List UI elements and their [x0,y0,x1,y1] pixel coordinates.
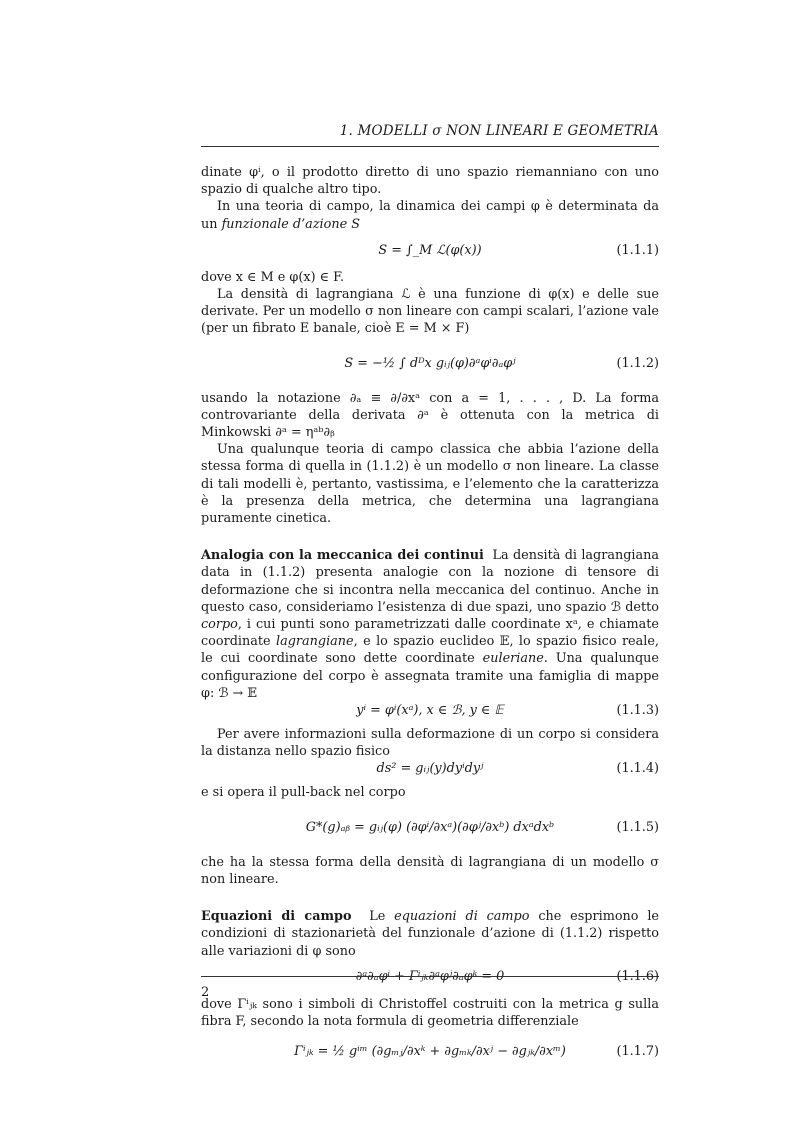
equation-body: S = −½ ∫ dᴰx gᵢⱼ(φ)∂ᵃφⁱ∂ₐφʲ [344,355,516,371]
equation-body: yⁱ = φⁱ(xᵃ), x ∈ ℬ, y ∈ 𝔼 [356,703,504,719]
paragraph: dove Γⁱⱼₖ sono i simboli di Christoffel costruiti con la metrica g sulla fibra F, secondo la nota formula di geometria differenziale [201,996,659,1029]
section-title-equazioni: Equazioni di campo [201,909,352,925]
paragraph: dinate φⁱ, o il prodotto diretto di uno spazio riemanniano con uno spazio di qualche altro tipo. [201,165,659,198]
equation-1-1-4 [201,760,659,780]
paragraph: usando la notazione ∂ₐ ≡ ∂/∂xᵃ con a = 1, . . . , D. La forma controvariante della derivata ∂ᵃ è ottenuta con la metrica di Minkowski ∂ᵃ = ηᵃᵇ∂ᵦ [201,390,659,441]
paragraph: La densità di lagrangiana ℒ è una funzione di φ(x) e delle sue derivate. Per un modello σ non lineare con campi scalari, l’azione vale (per un fibrato E banale, cioè E = M × F) [201,287,659,337]
page-number: 2 [201,985,210,1000]
section-paragraph [201,547,659,702]
equation-body: G*(g)ₐᵦ = gᵢⱼ(φ) (∂φⁱ/∂xᵃ)(∂φʲ/∂xᵇ) dxᵃdxᵇ [305,819,555,835]
text: Le [369,909,395,925]
paragraph: Per avere informazioni sulla deformazione di un corpo si considera la distanza nello spazio fisico [201,727,659,760]
equation-number: (1.1.4) [616,761,659,777]
emphasis: corpo [201,617,238,633]
equation-1-1-3 [201,702,659,722]
text: In una teoria di campo, la dinamica dei campi φ è determinata da un [201,199,659,232]
paragraph: dove x ∈ M e φ(x) ∈ F. [201,269,345,285]
equation-1-1-6 [201,968,659,988]
text: La densità di lagrangiana data in (1.1.2) presenta analogie con la nozione di tensore di deformazione che si incontra nella meccanica del continuo. Anche in questo caso, consideriamo l’esistenza di due spazi, uno spazio ℬ detto [201,548,660,615]
equation-1-1-5 [201,810,659,846]
running-header: 1. MODELLI σ NON LINEARI E GEOMETRIA [339,123,659,139]
paragraph: Una qualunque teoria di campo classica che abbia l’azione della stessa forma di quella in (1.1.2) è un modello σ non lineare. La classe di tali modelli è, pertanto, vastissima, e l’elemento che la caratterizza è la presenza della metrica, che determina una lagrangiana puramente cinetica. [201,442,659,527]
paragraph [201,198,659,232]
text: , e lo spazio euclideo 𝔼, lo spazio fisico reale, le cui coordinate sono dette coordinate [201,634,659,667]
section-paragraph [201,908,659,960]
equation-body: ∂ᵃ∂ₐφⁱ + Γⁱⱼₖ∂ᵃφʲ∂ₐφᵏ = 0 [355,968,505,984]
emphasis: lagrangiane [275,634,354,650]
text: . Una qualunque configurazione del corpo è assegnata tramite una famiglia di mappe φ: ℬ → 𝔼 [201,651,660,701]
paragraph: che ha la stessa forma della densità di lagrangiana di un modello σ non lineare. [201,854,659,887]
emphasis: euleriane [482,651,544,667]
equation-1-1-7 [201,1034,659,1070]
equation-number: (1.1.6) [616,968,659,984]
header-rule [201,146,659,147]
page [201,0,659,1123]
paragraph: e si opera il pull-back nel corpo [201,785,406,801]
text: che esprimono le condizioni di stazionarietà del funzionale d’azione di (1.1.2) rispetto alle variazioni di φ sono [201,909,659,959]
equation-body: Γⁱⱼₖ = ½ gⁱᵐ (∂gₘⱼ/∂xᵏ + ∂gₘₖ/∂xʲ − ∂gⱼₖ/∂xᵐ) [294,1044,566,1060]
footer-rule [201,976,659,977]
equation-1-1-1 [201,233,659,269]
page-body [201,164,659,1070]
equation-1-1-2 [201,346,659,382]
equation-body: S = ∫_M ℒ(φ(x)) [378,242,482,258]
emphasis: equazioni di campo [394,909,530,925]
equation-number: (1.1.5) [616,819,659,835]
equation-number: (1.1.7) [616,1044,659,1060]
emphasis: funzionale d’azione S [221,216,361,232]
equation-number: (1.1.2) [616,355,659,371]
text: , i cui punti sono parametrizzati dalle coordinate xᵃ, e chiamate coordinate [201,617,659,650]
equation-body: ds² = gᵢⱼ(y)dyⁱdyʲ [376,761,484,777]
equation-number: (1.1.1) [616,242,659,258]
equation-number: (1.1.3) [616,703,659,719]
section-title-analogia: Analogia con la meccanica dei continui [201,548,484,564]
